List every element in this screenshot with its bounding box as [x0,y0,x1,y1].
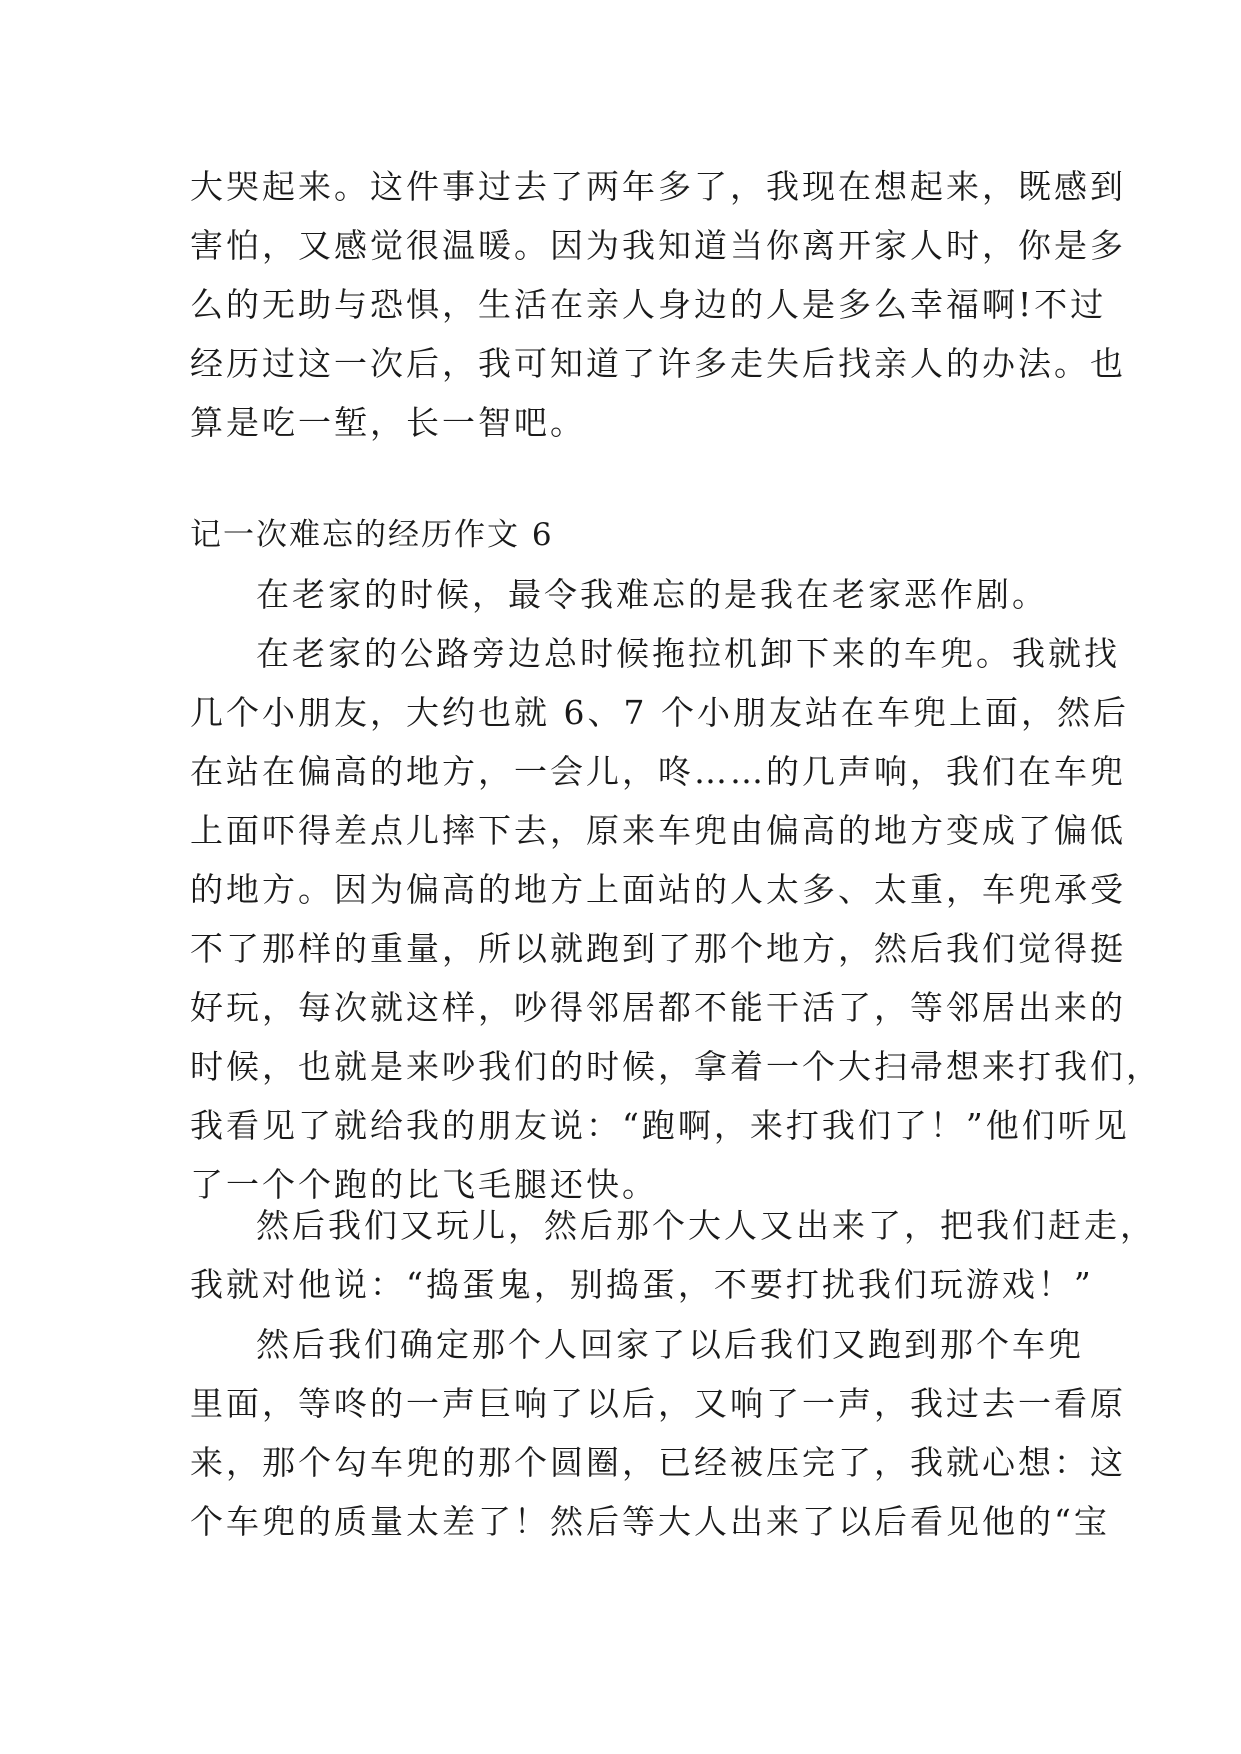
paragraph-2-line: 在站在偏高的地方，一会儿，咚……的几声响，我们在车兜 [190,752,1126,791]
paragraph-2-line: 时候，也就是来吵我们的时候，拿着一个大扫帚想来打我们， [190,1047,1162,1086]
text-line: 算是吃一堑，长一智吧。 [190,403,586,442]
paragraph-3-line: 然后我们又玩儿，然后那个大人又出来了，把我们赶走， [256,1206,1156,1245]
text-line: 大哭起来。这件事过去了两年多了，我现在想起来，既感到 [190,167,1126,206]
paragraph-2-line: 不了那样的重量，所以就跑到了那个地方，然后我们觉得挺 [190,929,1126,968]
essay-title: 记一次难忘的经历作文 6 [190,517,554,553]
paragraph-2-line: 的地方。因为偏高的地方上面站的人太多、太重，车兜承受 [190,870,1126,909]
paragraph-2-line: 了一个个跑的比飞毛腿还快。 [190,1165,658,1204]
text-line: 么的无助与恐惧，生活在亲人身边的人是多么幸福啊!不过 [190,285,1107,324]
paragraph-4-line: 个车兜的质量太差了！然后等大人出来了以后看见他的“宝 [190,1502,1110,1541]
paragraph-4-line: 里面，等咚的一声巨响了以后，又响了一声，我过去一看原 [190,1384,1126,1423]
paragraph-4-line: 来，那个勾车兜的那个圆圈，已经被压完了，我就心想：这 [190,1443,1126,1482]
paragraph-4 [190,1315,1126,1551]
paragraph-1-line: 在老家的时候，最令我难忘的是我在老家恶作剧。 [256,575,1048,614]
paragraph-2-line: 在老家的公路旁边总时候拖拉机卸下来的车兜。我就找 [256,634,1120,673]
intro-paragraph [190,157,1126,452]
paragraph-3-line: 我就对他说：“捣蛋鬼，别捣蛋，不要打扰我们玩游戏！” [190,1265,1094,1304]
paragraph-2-line: 我看见了就给我的朋友说：“跑啊，来打我们了！”他们听见 [190,1106,1130,1145]
text-line: 害怕，又感觉很温暖。因为我知道当你离开家人时，你是多 [190,226,1126,265]
paragraph-2-line: 几个小朋友，大约也就 6、7 个小朋友站在车兜上面，然后 [190,693,1129,732]
paragraph-3 [190,1196,1156,1314]
paragraph-4-line: 然后我们确定那个人回家了以后我们又跑到那个车兜 [256,1325,1084,1364]
paragraph-2-line: 上面吓得差点儿摔下去，原来车兜由偏高的地方变成了偏低 [190,811,1126,850]
text-line: 经历过这一次后，我可知道了许多走失后找亲人的办法。也 [190,344,1126,383]
essay-body-part-1 [190,565,1162,1214]
paragraph-2-line: 好玩，每次就这样，吵得邻居都不能干活了，等邻居出来的 [190,988,1126,1027]
